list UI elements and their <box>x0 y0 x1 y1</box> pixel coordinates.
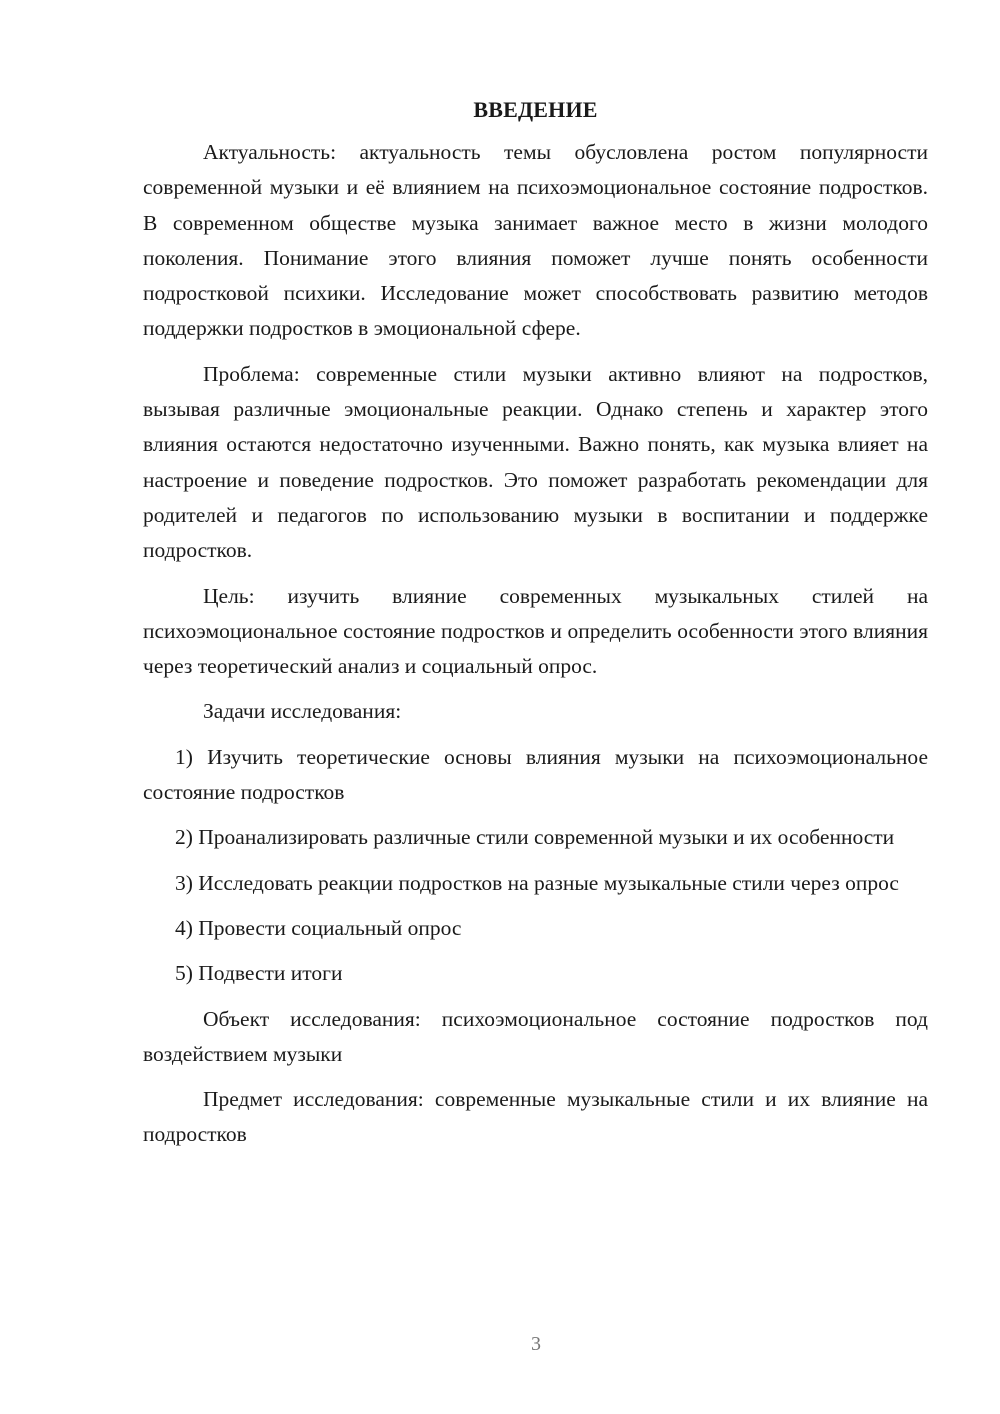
relevance-paragraph: Актуальность: актуальность темы обусловлена ростом популярности современной музыки и её влиянием на психоэмоциональное состояние подростков. В современном обществе музыка занимает важное место в жизни молодого поколения. Понимание этого влияния поможет лучше понять особенности подростковой психики. Исследование может способствовать развитию методов поддержки подростков в эмоциональной сфере. <box>143 140 928 341</box>
subject-paragraph: Предмет исследования: современные музыкальные стили и их влияние на подростков <box>143 1087 928 1147</box>
task-item-4: 4) Провести социальный опрос <box>175 915 462 940</box>
task-item-5: 5) Подвести итоги <box>175 961 343 986</box>
page-content <box>143 95 928 1163</box>
page-number: 3 <box>531 1333 541 1355</box>
task-item-1: 1) Изучить теоретические основы влияния музыки на психоэмоциональное состояние подростков <box>143 744 928 805</box>
problem-paragraph: Проблема: современные стили музыки активно влияют на подростков, вызывая различные эмоциональные реакции. Однако степень и характер этого влияния остаются недостаточно изученными. Важно понять, как музыка влияет на настроение и поведение подростков. Это поможет разработать рекомендации для родителей и педагогов по использованию музыки в воспитании и поддержке подростков. <box>143 361 928 563</box>
goal-paragraph: Цель: изучить влияние современных музыкальных стилей на психоэмоциональное состояние подростков и определить особенности этого влияния через теоретический анализ и социальный опрос. <box>143 583 928 679</box>
section-heading: ВВЕДЕНИЕ <box>473 97 598 122</box>
object-paragraph: Объект исследования: психоэмоциональное состояние подростков под воздействием музыки <box>143 1006 928 1066</box>
tasks-title: Задачи исследования: <box>203 699 402 724</box>
task-item-3: 3) Исследовать реакции подростков на разные музыкальные стили через опрос <box>175 870 899 895</box>
task-item-2: 2) Проанализировать различные стили современной музыки и их особенности <box>175 825 895 850</box>
